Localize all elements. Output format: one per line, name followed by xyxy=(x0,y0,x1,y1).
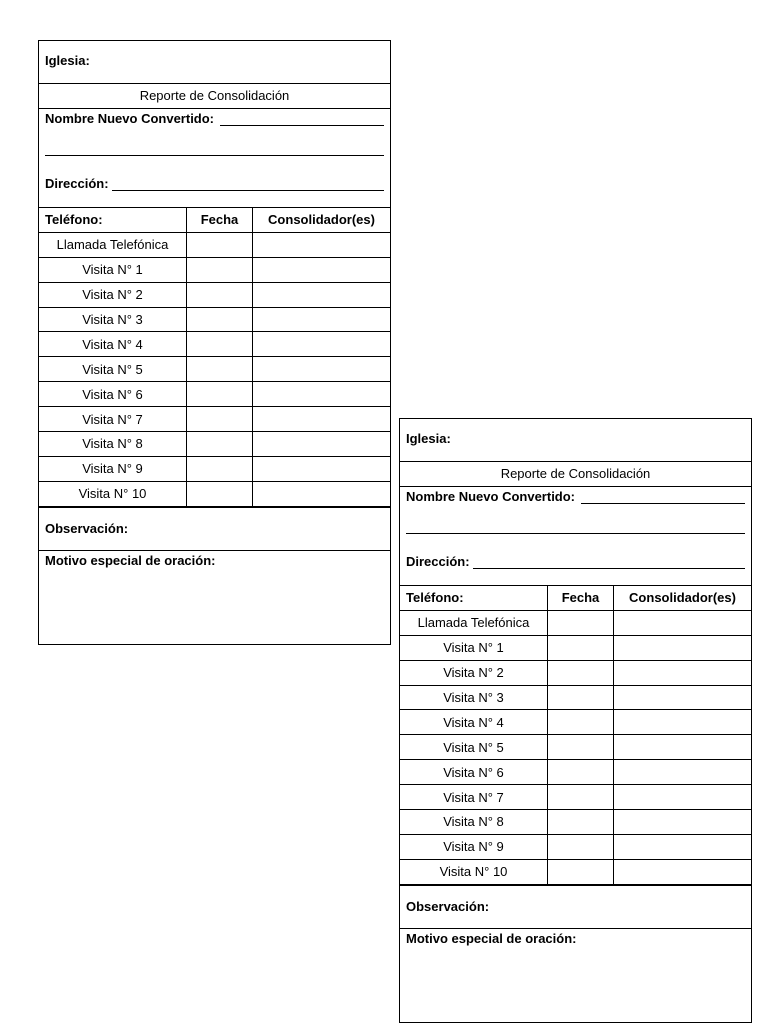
consolidator-cell[interactable] xyxy=(614,685,752,710)
prayer-field[interactable] xyxy=(39,551,390,568)
table-row xyxy=(39,357,390,382)
consolidator-cell[interactable] xyxy=(253,332,391,357)
date-cell[interactable] xyxy=(187,307,253,332)
consolidator-cell[interactable] xyxy=(253,232,391,257)
row-label: Visita N° 2 xyxy=(39,282,187,307)
date-header: Fecha xyxy=(187,208,253,232)
date-cell[interactable] xyxy=(187,232,253,257)
row-label: Visita N° 10 xyxy=(400,859,548,884)
address-line[interactable] xyxy=(112,178,384,191)
date-cell[interactable] xyxy=(187,257,253,282)
consolidator-cell[interactable] xyxy=(253,432,391,457)
row-label: Visita N° 8 xyxy=(400,810,548,835)
address-label: Dirección: xyxy=(45,176,109,191)
consolidator-cell[interactable] xyxy=(614,660,752,685)
person-section xyxy=(400,487,751,586)
prayer-field[interactable] xyxy=(400,929,751,946)
date-cell[interactable] xyxy=(187,357,253,382)
table-row xyxy=(39,232,390,257)
table-row xyxy=(400,810,751,835)
table-row xyxy=(39,456,390,481)
date-cell[interactable] xyxy=(548,735,614,760)
date-cell[interactable] xyxy=(548,859,614,884)
date-cell[interactable] xyxy=(548,834,614,859)
table-row xyxy=(400,859,751,884)
date-cell[interactable] xyxy=(187,332,253,357)
row-label: Visita N° 1 xyxy=(39,257,187,282)
date-cell[interactable] xyxy=(548,685,614,710)
row-label: Visita N° 3 xyxy=(400,685,548,710)
date-header: Fecha xyxy=(548,586,614,610)
row-label: Visita N° 2 xyxy=(400,660,548,685)
observation-field[interactable] xyxy=(39,507,390,551)
church-field xyxy=(400,419,751,462)
row-label: Visita N° 7 xyxy=(39,407,187,432)
phone-header: Teléfono: xyxy=(400,586,548,610)
table-row xyxy=(400,660,751,685)
consolidation-form-bottom xyxy=(399,418,752,1023)
date-cell[interactable] xyxy=(548,610,614,635)
consolidator-cell[interactable] xyxy=(253,257,391,282)
new-convert-label: Nombre Nuevo Convertido: xyxy=(45,111,215,126)
prayer-label: Motivo especial de oración: xyxy=(45,552,216,568)
row-label: Visita N° 6 xyxy=(400,760,548,785)
prayer-label: Motivo especial de oración: xyxy=(406,930,577,946)
row-label: Visita N° 8 xyxy=(39,432,187,457)
row-label: Visita N° 4 xyxy=(39,332,187,357)
date-cell[interactable] xyxy=(187,481,253,506)
row-label: Visita N° 1 xyxy=(400,635,548,660)
date-cell[interactable] xyxy=(548,810,614,835)
date-cell[interactable] xyxy=(548,785,614,810)
row-label: Llamada Telefónica xyxy=(400,610,548,635)
table-row xyxy=(400,610,751,635)
consolidator-cell[interactable] xyxy=(253,407,391,432)
consolidator-cell[interactable] xyxy=(614,710,752,735)
date-cell[interactable] xyxy=(187,382,253,407)
row-label: Visita N° 3 xyxy=(39,307,187,332)
consolidator-cell[interactable] xyxy=(614,810,752,835)
consolidator-cell[interactable] xyxy=(614,610,752,635)
new-convert-label: Nombre Nuevo Convertido: xyxy=(406,489,576,504)
form-title: Reporte de Consolidación xyxy=(39,84,390,109)
person-section xyxy=(39,109,390,208)
consolidator-cell[interactable] xyxy=(253,456,391,481)
consolidator-cell[interactable] xyxy=(614,785,752,810)
table-row xyxy=(39,481,390,506)
address-line[interactable] xyxy=(473,556,745,569)
date-cell[interactable] xyxy=(548,660,614,685)
date-cell[interactable] xyxy=(187,282,253,307)
church-field xyxy=(39,41,390,84)
observation-label: Observación: xyxy=(45,520,129,536)
date-cell[interactable] xyxy=(187,407,253,432)
row-label: Visita N° 6 xyxy=(39,382,187,407)
row-label: Visita N° 5 xyxy=(400,735,548,760)
consolidator-cell[interactable] xyxy=(253,307,391,332)
table-row xyxy=(400,785,751,810)
row-label: Visita N° 4 xyxy=(400,710,548,735)
table-row xyxy=(39,432,390,457)
table-row xyxy=(400,685,751,710)
table-header-row xyxy=(400,586,751,610)
observation-label: Observación: xyxy=(406,898,490,914)
church-label: Iglesia: xyxy=(45,53,90,68)
consolidator-cell[interactable] xyxy=(614,635,752,660)
new-convert-line[interactable] xyxy=(581,491,745,504)
new-convert-line-2[interactable] xyxy=(406,533,745,534)
visit-table xyxy=(39,208,390,507)
row-label: Llamada Telefónica xyxy=(39,232,187,257)
consolidator-cell[interactable] xyxy=(253,481,391,506)
consolidator-header: Consolidador(es) xyxy=(253,208,391,232)
row-label: Visita N° 5 xyxy=(39,357,187,382)
table-row xyxy=(39,257,390,282)
church-label: Iglesia: xyxy=(406,431,451,446)
table-header-row xyxy=(39,208,390,232)
phone-header: Teléfono: xyxy=(39,208,187,232)
consolidator-cell[interactable] xyxy=(614,760,752,785)
new-convert-line-2[interactable] xyxy=(45,155,384,156)
address-label: Dirección: xyxy=(406,554,470,569)
consolidator-cell[interactable] xyxy=(614,859,752,884)
row-label: Visita N° 9 xyxy=(400,834,548,859)
table-row xyxy=(39,282,390,307)
table-row xyxy=(400,834,751,859)
row-label: Visita N° 9 xyxy=(39,456,187,481)
table-row xyxy=(400,635,751,660)
visit-table xyxy=(400,586,751,885)
table-row xyxy=(400,735,751,760)
table-row xyxy=(400,760,751,785)
consolidator-cell[interactable] xyxy=(253,282,391,307)
observation-field[interactable] xyxy=(400,885,751,929)
date-cell[interactable] xyxy=(548,635,614,660)
table-row xyxy=(39,382,390,407)
table-row xyxy=(39,407,390,432)
form-title: Reporte de Consolidación xyxy=(400,462,751,487)
row-label: Visita N° 7 xyxy=(400,785,548,810)
date-cell[interactable] xyxy=(187,456,253,481)
new-convert-line[interactable] xyxy=(220,113,384,126)
date-cell[interactable] xyxy=(548,760,614,785)
consolidator-header: Consolidador(es) xyxy=(614,586,752,610)
date-cell[interactable] xyxy=(548,710,614,735)
consolidation-form-top xyxy=(38,40,391,645)
consolidator-cell[interactable] xyxy=(253,357,391,382)
consolidator-cell[interactable] xyxy=(614,735,752,760)
row-label: Visita N° 10 xyxy=(39,481,187,506)
consolidator-cell[interactable] xyxy=(253,382,391,407)
date-cell[interactable] xyxy=(187,432,253,457)
table-row xyxy=(39,332,390,357)
table-row xyxy=(400,710,751,735)
consolidator-cell[interactable] xyxy=(614,834,752,859)
table-row xyxy=(39,307,390,332)
